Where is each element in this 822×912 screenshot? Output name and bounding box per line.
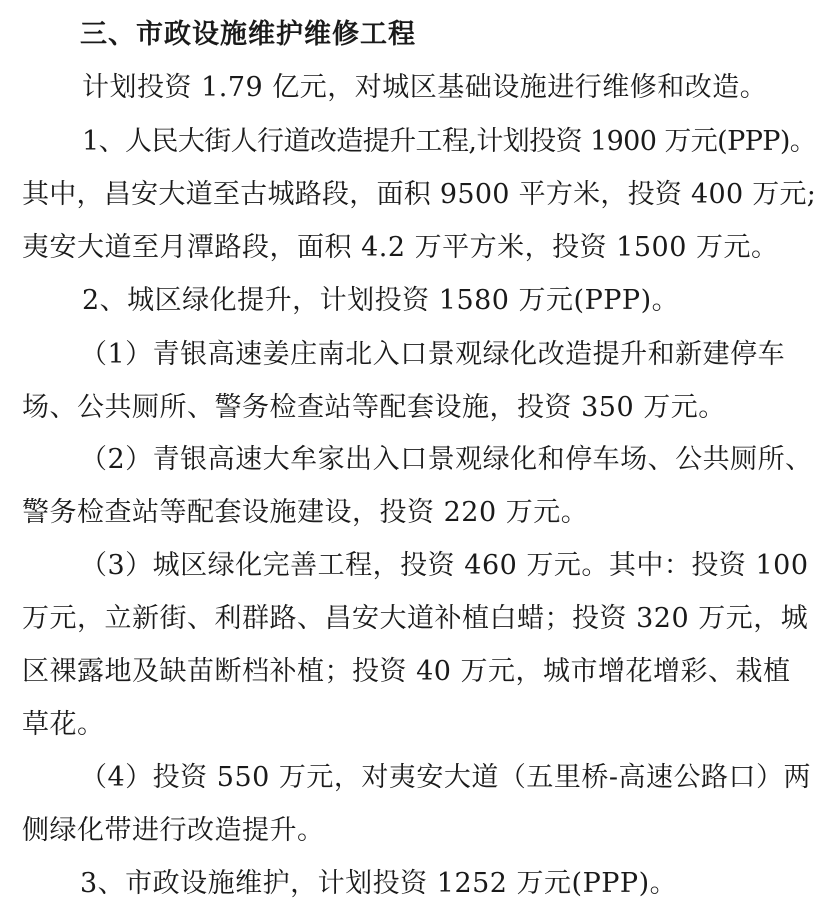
paragraph-line: （2）青银高速大牟家出入口景观绿化和停车场、公共厕所、 (80, 444, 813, 475)
paragraph-line: 区裸露地及缺苗断档补植；投资 40 万元，城市增花增彩、栽植 (22, 656, 791, 687)
paragraph-line: 3、市政设施维护，计划投资 1252 万元(PPP)。 (80, 868, 678, 899)
paragraph-line: （1）青银高速姜庄南北入口景观绿化改造提升和新建停车 (80, 339, 786, 370)
paragraph-line: 夷安大道至月潭路段，面积 4.2 万平方米，投资 1500 万元。 (22, 232, 779, 263)
paragraph-line: 计划投资 1.79 亿元，对城区基础设施进行维修和改造。 (82, 72, 768, 103)
paragraph-line: 警务检查站等配套设施建设，投资 220 万元。 (22, 497, 589, 528)
paragraph-line: 其中，昌安大道至古城路段，面积 9500 平方米，投资 400 万元; (22, 179, 817, 210)
paragraph-line: 2、城区绿化提升，计划投资 1580 万元(PPP)。 (82, 285, 680, 316)
paragraph-line: 万元，立新街、利群路、昌安大道补植白蜡；投资 320 万元，城 (22, 603, 809, 634)
paragraph-line: 1、人民大街人行道改造提升工程,计划投资 1900 万元(PPP)。 (82, 126, 817, 157)
section-heading: 三、市政设施维护维修工程 (80, 19, 416, 50)
paragraph-line: 侧绿化带进行改造提升。 (22, 815, 325, 846)
paragraph-line: （4）投资 550 万元，对夷安大道（五里桥-高速公路口）两 (80, 762, 811, 793)
paragraph-line: （3）城区绿化完善工程，投资 460 万元。其中：投资 100 (80, 550, 809, 581)
paragraph-line: 草花。 (22, 709, 105, 740)
paragraph-line: 场、公共厕所、警务检查站等配套设施，投资 350 万元。 (22, 392, 726, 423)
